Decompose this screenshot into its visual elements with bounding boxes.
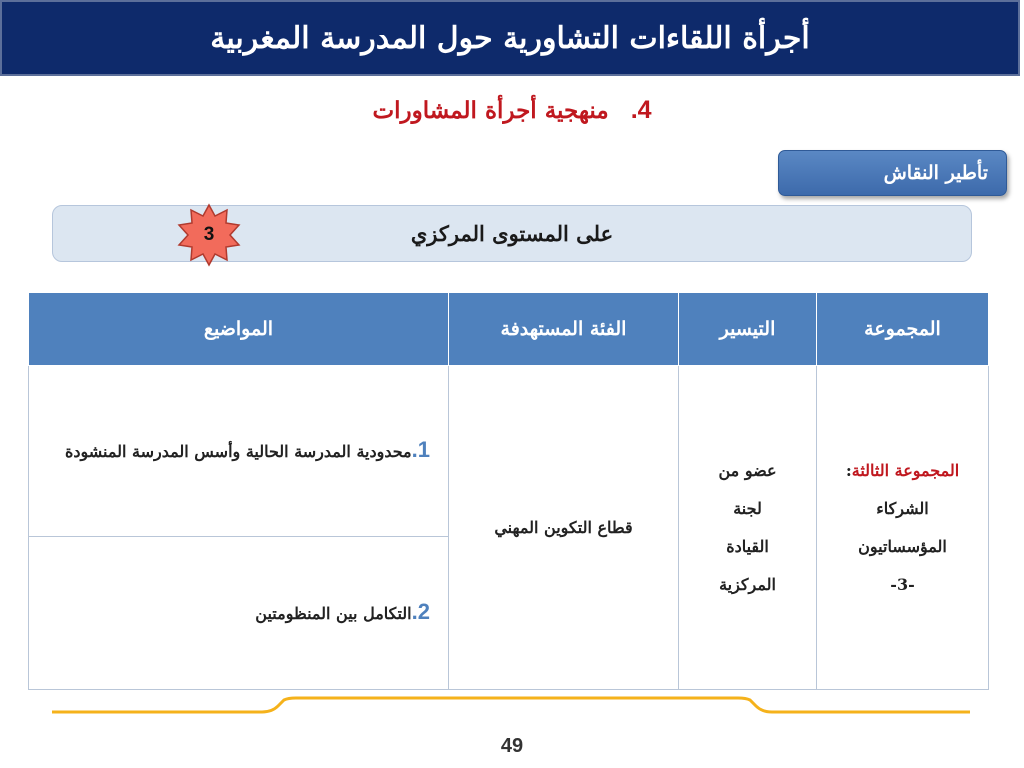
topic-cell-2 xyxy=(29,537,449,690)
facilitation-line-3: القيادة xyxy=(726,536,769,556)
footer-divider xyxy=(52,696,972,718)
topic-cell-1 xyxy=(29,366,449,537)
page-number: 49 xyxy=(500,735,524,757)
topic-item xyxy=(39,428,438,474)
section-heading xyxy=(0,96,1024,125)
topic-text: التكامل بين المنظومتين xyxy=(255,604,412,623)
target-cell: قطاع التكوين المهني xyxy=(449,366,679,690)
slide-title: أجرأة اللقاءات التشاورية حول المدرسة المغربية xyxy=(210,20,810,56)
group-title-colon: : xyxy=(845,460,852,480)
section-title: منهجية أجرأة المشاورات xyxy=(372,97,609,124)
group-line-1: الشركاء xyxy=(876,498,929,518)
discussion-framing-button[interactable] xyxy=(778,150,1007,196)
group-line-3: -3- xyxy=(890,574,915,594)
facilitation-cell xyxy=(679,366,817,690)
discussion-framing-label: تأطير النقاش xyxy=(883,162,988,184)
consultation-table xyxy=(28,292,989,690)
group-line-2: المؤسساتيون xyxy=(858,536,947,556)
group-cell xyxy=(817,366,989,690)
level-text: على المستوى المركزي xyxy=(410,221,614,246)
facilitation-line-4: المركزية xyxy=(719,574,776,594)
header-facilitation: التيسير xyxy=(679,293,817,366)
topic-text: محدودية المدرسة الحالية وأسس المدرسة المنشودة xyxy=(65,442,412,461)
badge-number: 3 xyxy=(203,224,215,245)
group-title-line xyxy=(846,459,959,483)
facilitation-line-1: عضو من xyxy=(718,460,777,480)
table-header-row xyxy=(29,293,989,366)
section-number: 4. xyxy=(630,96,652,124)
topic-number: 2. xyxy=(411,599,430,624)
header-group: المجموعة xyxy=(817,293,989,366)
table-row xyxy=(29,366,989,537)
topic-item xyxy=(39,590,438,636)
header-target: الفئة المستهدفة xyxy=(449,293,679,366)
starburst-badge xyxy=(176,203,242,267)
topic-number: 1. xyxy=(411,437,430,462)
header-topics: المواضيع xyxy=(29,293,449,366)
group-title: المجموعة الثالثة xyxy=(851,460,960,480)
facilitation-line-2: لجنة xyxy=(733,498,762,518)
title-banner xyxy=(0,0,1020,76)
